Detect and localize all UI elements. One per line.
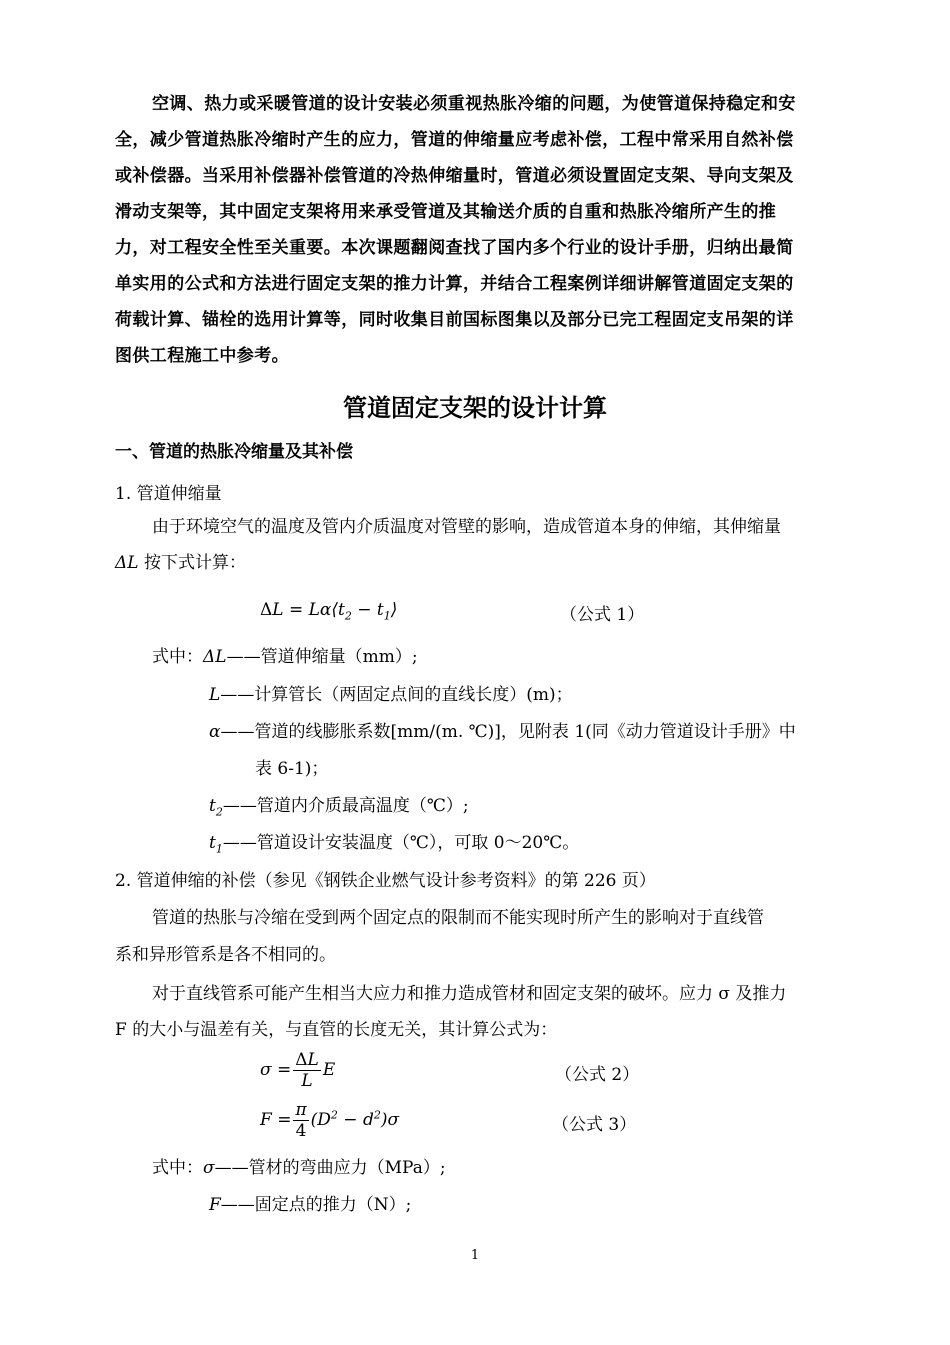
var-desc: ——管道的线膨胀系数[mm/(m. ℃)]，见附表 1(同《动力管道设计手册》中 [220,722,796,742]
formula-2: σ = $\frac{\Delta L}{L}$ E [260,1050,336,1091]
page-title: 管道固定支架的设计计算 [343,394,607,422]
var-symbol: F [209,1195,221,1215]
formula-2-label: （公式 2） [555,1065,640,1085]
where-prefix: 式中： [152,647,203,667]
body-line: F 的大小与温差有关，与直管的长度无关，其计算公式为： [115,1020,558,1040]
subsection-heading: 2. 管道伸缩的补偿（参见《钢铁企业燃气设计参考资料》的第 226 页） [115,871,656,891]
var-desc: ——管道内介质最高温度（℃）; [222,796,469,816]
body-line [115,551,246,575]
var-desc: 表 6-1)； [255,759,329,779]
symbol-delta-l: ΔL [115,553,139,573]
var-desc: ——管材的弯曲应力（MPa）; [214,1158,446,1178]
body-line: 由于环境空气的温度及管内介质温度对管壁的影响，造成管道本身的伸缩，其伸缩量 [152,517,781,537]
intro-line: 力，对工程安全性至关重要。本次课题翻阅查找了国内多个行业的设计手册，归纳出最简 [115,238,794,258]
var-desc: ——计算管长（两固定点间的直线长度）(m)； [220,685,573,705]
formula-1-label: （公式 1） [560,605,645,625]
intro-line: 或补偿器。当采用补偿器补偿管道的冷热伸缩量时，管道必须设置固定支架、导向支架及 [115,166,794,186]
body-line: 管道的热胀与冷缩在受到两个固定点的限制而不能实现时所产生的影响对于直线管 [152,908,764,928]
var-symbol: α [209,722,221,742]
var-symbol: σ [203,1158,215,1178]
var-symbol: $t_2$ [209,796,223,819]
var-desc: ——管道设计安装温度（℃），可取 0～20℃。 [222,833,580,853]
intro-line: 空调、热力或采暖管道的设计安装必须重视热胀冷缩的问题，为使管道保持稳定和安 [152,94,796,114]
where-line [255,757,328,781]
intro-line: 单实用的公式和方法进行固定支架的推力计算，并结合工程案例详细讲解管道固定支架的 [115,274,794,294]
page-number: 1 [470,1248,480,1263]
var-symbol: L [209,685,221,705]
body-text: 按下式计算： [138,553,246,573]
body-line: 对于直线管系可能产生相当大应力和推力造成管材和固定支架的破坏。应力 σ 及推力 [152,984,787,1004]
var-symbol: ΔL [203,647,227,667]
formula-3-label: （公式 3） [552,1115,637,1135]
section-heading: 一、管道的热胀冷缩量及其补偿 [115,442,353,462]
intro-line: 滑动支架等，其中固定支架将用来承受管道及其输送介质的自重和热胀冷缩所产生的推 [115,202,777,222]
formula-1: $\Delta L = L\alpha⟨t_2$ − $t_1⟩$ [260,600,398,623]
body-line: 系和异形管系是各不相同的。 [115,945,336,965]
where-line [209,1193,411,1217]
var-desc: ——固定点的推力（N）; [220,1195,412,1215]
intro-line: 全，减少管道热胀冷缩时产生的应力，管道的伸缩量应考虑补偿，工程中常采用自然补偿 [115,130,794,150]
where-prefix: 式中： [152,1158,203,1178]
where-line [209,720,796,744]
where-line [209,831,579,861]
var-symbol: $t_1$ [209,833,223,856]
intro-line: 图供工程施工中参考。 [115,346,289,366]
var-desc: ——管道伸缩量（mm）; [226,647,418,667]
intro-line: 荷载计算、锚栓的选用计算等，同时收集目前国标图集以及部分已完工程固定支吊架的详 [115,310,794,330]
where-line [152,1156,446,1180]
where-line [209,794,469,824]
formula-3: F = $\frac{\pi}{4}$ $(D^2 - d^2)\sigma$ [260,1100,400,1141]
where-line [209,683,573,707]
where-line [152,645,418,669]
subsection-heading: 1. 管道伸缩量 [115,484,222,504]
